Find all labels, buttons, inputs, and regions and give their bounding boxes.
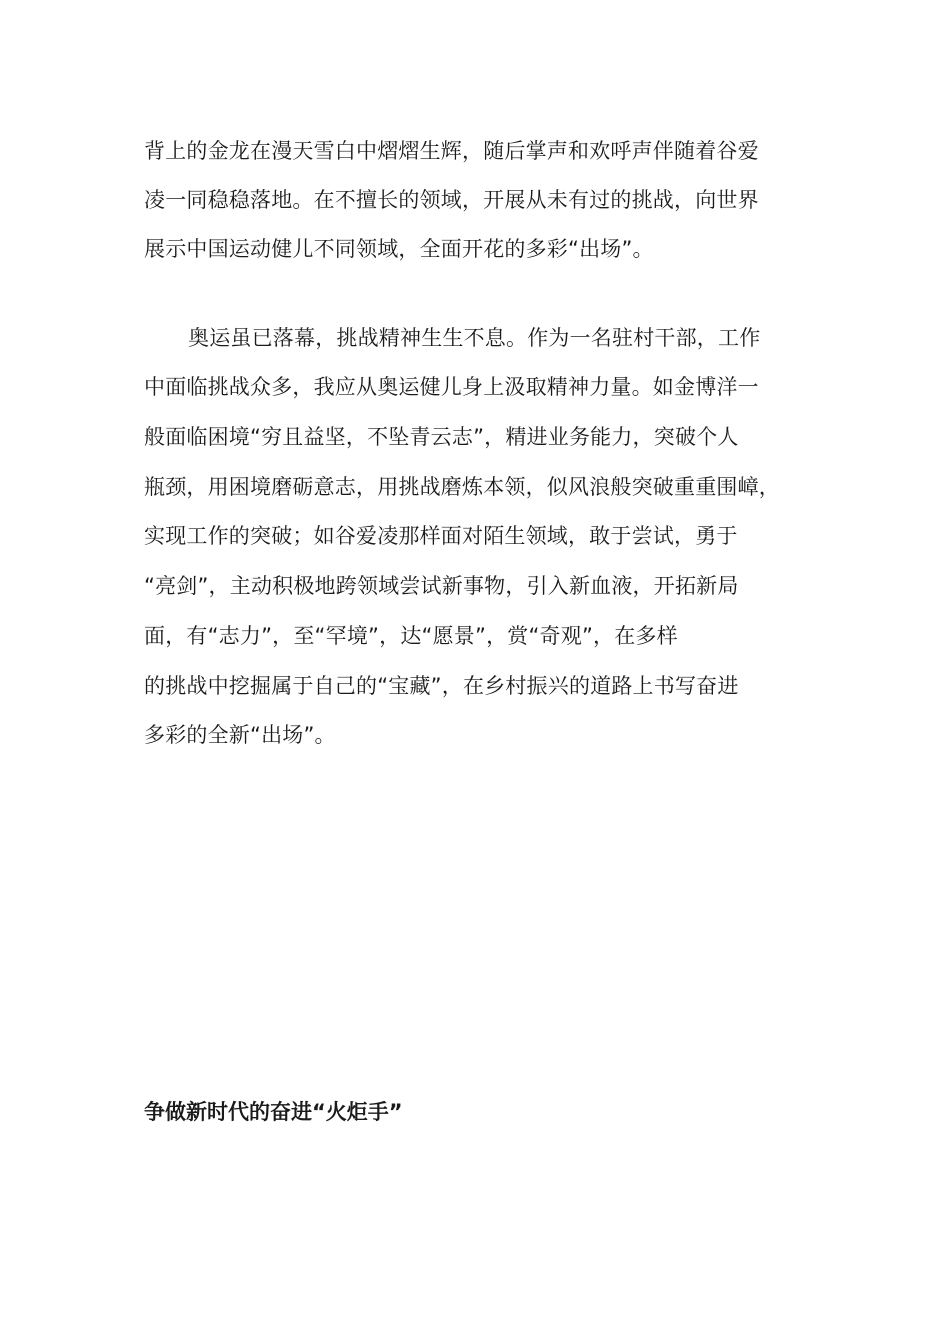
paragraph2-line-4: 瓶颈，用困境磨砺意志，用挑战磨炼本领，似风浪般突破重重围嶂， <box>144 475 780 499</box>
paragraph2-line-2: 中面临挑战众多，我应从奥运健儿身上汲取精神力量。如金博洋一 <box>144 375 759 399</box>
paragraph1-line-3: 展示中国运动健儿不同领域，全面开花的多彩“出场”。 <box>144 237 654 261</box>
paragraph2-line-8: 的挑战中挖掘属于自己的“宝藏”，在乡村振兴的道路上书写奋进 <box>144 674 739 698</box>
paragraph1-line-2: 凌一同稳稳落地。在不擅长的领域，开展从未有过的挑战，向世界 <box>144 188 759 212</box>
paragraph1-line-1: 背上的金龙在漫天雪白中熠熠生辉，随后掌声和欢呼声伴随着谷爱 <box>144 139 759 163</box>
paragraph2-line-1: 奥运虽已落幕，挑战精神生生不息。作为一名驻村干部，工作 <box>188 326 761 350</box>
paragraph2-line-5: 实现工作的突破；如谷爱凌那样面对陌生领域，敢于尝试，勇于 <box>144 524 738 548</box>
paragraph2-line-6: “亮剑”，主动积极地跨领域尝试新事物，引入新血液，开拓新局 <box>144 574 739 598</box>
section-heading: 争做新时代的奋进“火炬手” <box>144 1100 403 1124</box>
paragraph2-line-3: 般面临困境“穷且益坚，不坠青云志”，精进业务能力，突破个人 <box>144 425 739 449</box>
paragraph2-line-9: 多彩的全新“出场”。 <box>144 723 336 747</box>
paragraph2-line-7: 面，有“志力”，至“罕境”，达“愿景”，赏“奇观”，在多样 <box>144 624 678 648</box>
